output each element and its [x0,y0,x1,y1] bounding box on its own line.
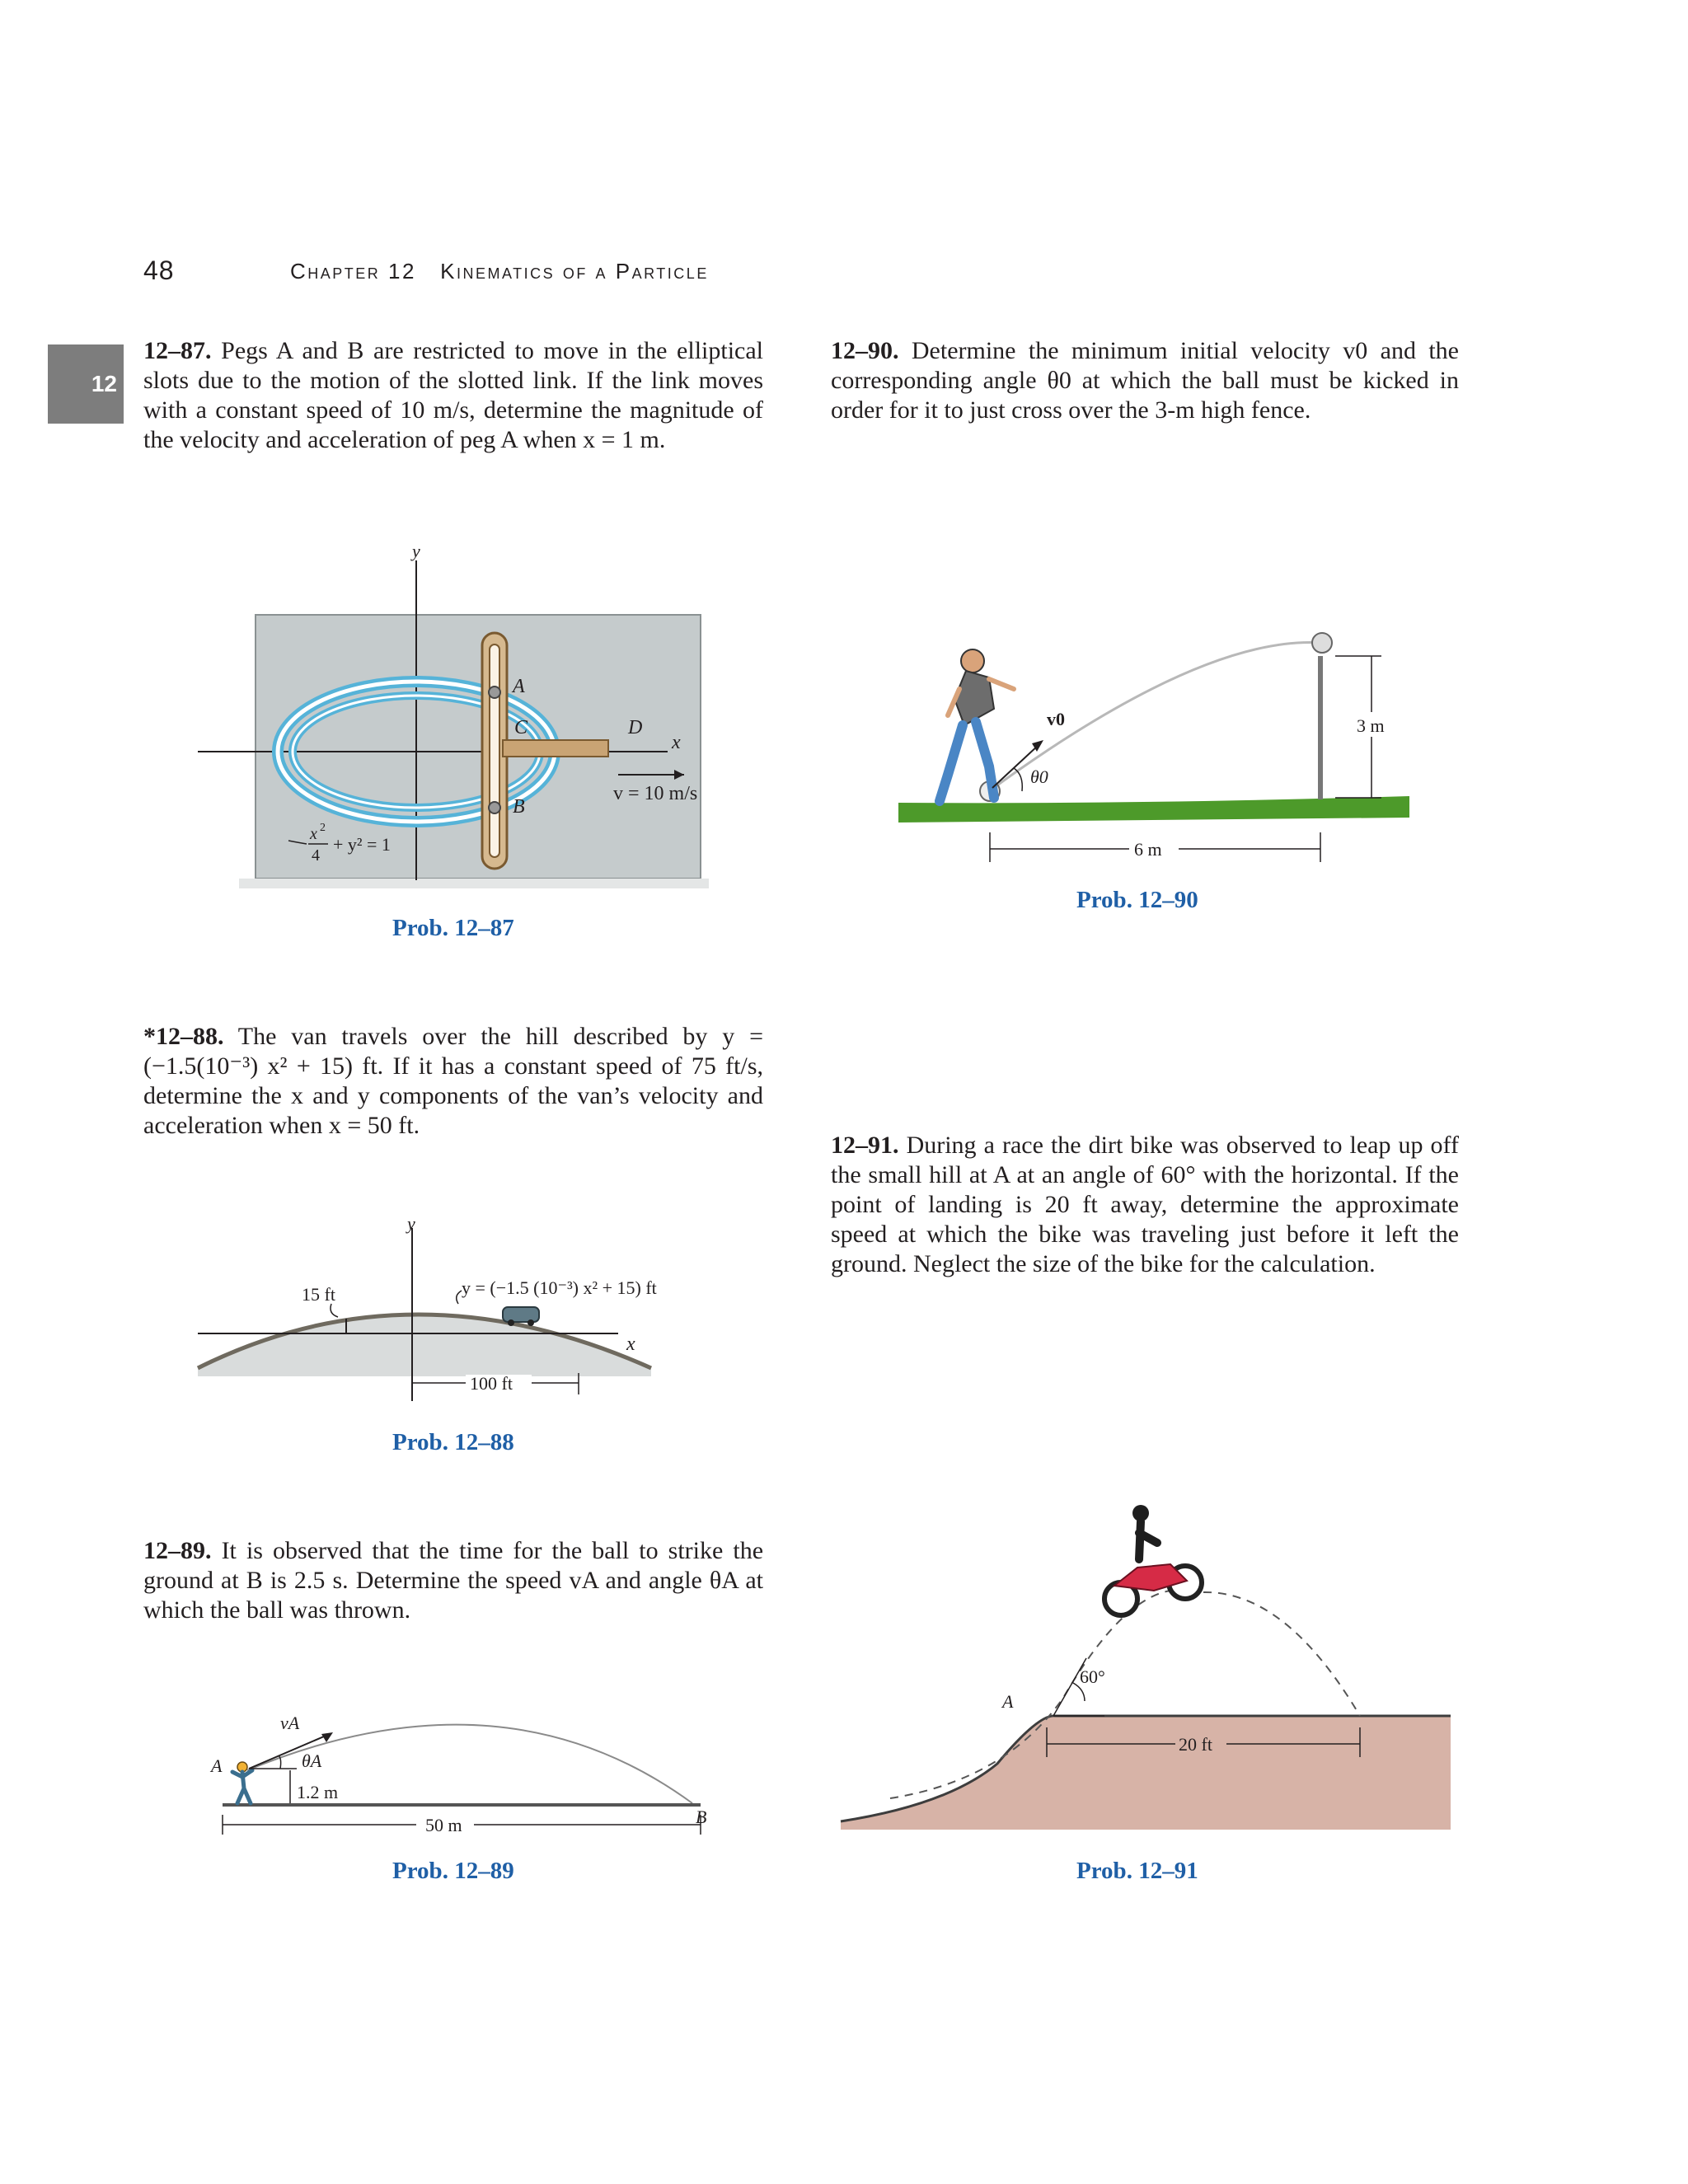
rider-body [1139,1521,1157,1559]
problem-12-90 [831,336,1459,425]
distance-label: 20 ft [1179,1734,1212,1755]
height-label: 3 m [1357,715,1385,736]
problem-number: *12–88. [143,1023,224,1050]
figure-12-87 [190,536,750,923]
label-a: A [211,1755,223,1776]
angle-label: 60° [1080,1666,1105,1687]
angle-label: θ0 [1030,766,1048,787]
caption-12-90: Prob. 12–90 [1076,887,1198,913]
figure-12-89 [190,1698,750,1863]
peg-b [489,802,500,813]
curve-equation: y = (−1.5 (10⁻³) x² + 15) ft [462,1277,657,1298]
link-arm [503,740,608,757]
problem-number: 12–87. [143,337,212,364]
label-b: B [513,796,525,818]
page-number: 48 [143,255,175,285]
angle-label: θA [302,1750,322,1771]
eq-rest: + y² = 1 [333,834,391,855]
speed-label: v = 10 m/s [613,783,698,804]
distance-label: 100 ft [470,1373,513,1394]
caption-12-91: Prob. 12–91 [1076,1858,1198,1884]
thrower-body [232,1770,252,1803]
height-leader [331,1304,338,1317]
problem-12-87 [143,336,763,455]
problem-text: Pegs A and B are restricted to move in the elliptical slots due to the motion of the slotted link. If the link moves with a constant speed of 10 m/s, determine the magnitude of the velocity and acceleration of peg A when x = 1 m. [143,337,763,453]
bike-path-falling [1203,1592,1360,1716]
figure-12-91 [824,1500,1475,1846]
distance-label: 50 m [425,1815,462,1835]
eq-denominator: 4 [312,846,320,865]
hill [198,1315,651,1376]
caption-12-87: Prob. 12–87 [392,915,514,941]
caption-12-88: Prob. 12–88 [392,1429,514,1455]
problem-number: 12–89. [143,1537,212,1564]
player-head [961,649,984,673]
problem-text: During a race the dirt bike was observed to leap up off the small hill at A at an angle of 60° with the horizontal. If the point of landing is 20 ft away, determine the approximate speed at which the bike was traveling just before it left the ground. Neglect the size of the bike for the calculation. [831,1132,1460,1277]
velocity-label: v0 [1047,709,1065,729]
link-slot [490,644,499,857]
van-wheel [528,1319,534,1326]
y-label: y [412,541,420,561]
height-label: 15 ft [302,1284,335,1305]
problem-number: 12–90. [831,337,899,364]
problem-12-89 [143,1536,763,1625]
problem-number: 12–91. [831,1132,899,1159]
eq-exponent: 2 [320,822,326,834]
label-a: A [513,676,525,697]
label-c: C [514,717,528,738]
chapter-tab: 12 [48,344,124,424]
problem-12-91 [831,1131,1459,1279]
problem-text: Determine the minimum initial velocity v0 and the corresponding angle θ0 at which the ball must be kicked in order for it to just cross over the 3-m high fence. [831,337,1459,424]
grass [898,796,1409,823]
x-label: x [626,1333,635,1355]
ball-apex [1312,633,1332,653]
label-d: D [628,717,643,738]
ground [841,1716,1451,1830]
x-label: x [672,732,681,753]
van [503,1307,539,1322]
figure-12-90 [890,610,1418,890]
problem-12-88 [143,1022,763,1141]
plate [256,615,701,879]
van-wheel [508,1319,514,1326]
label-b: B [696,1807,707,1827]
velocity-label: vA [280,1713,300,1733]
label-a: A [1002,1691,1014,1712]
y-label: y [407,1213,415,1234]
distance-label: 6 m [1134,839,1162,860]
running-head: Chapter 12 Kinematics of a Particle [290,259,709,284]
peg-a [489,687,500,698]
problem-text: It is observed that the time for the ball to strike the ground at B is 2.5 s. Determine the speed vA and angle θA at which the ball was thrown. [143,1537,764,1624]
problem-text: The van travels over the hill described by y = (−1.5(10⁻³) x² + 15) ft. If it has a constant speed of 75 ft/s, determine the x and y components of the van’s velocity and acceleration when x = 50 ft. [143,1023,763,1139]
eq-numerator: x [310,825,317,843]
height-label: 1.2 m [297,1782,339,1802]
figure-12-88 [190,1212,750,1426]
caption-12-89: Prob. 12–89 [392,1858,514,1884]
plate-shadow [239,879,709,888]
